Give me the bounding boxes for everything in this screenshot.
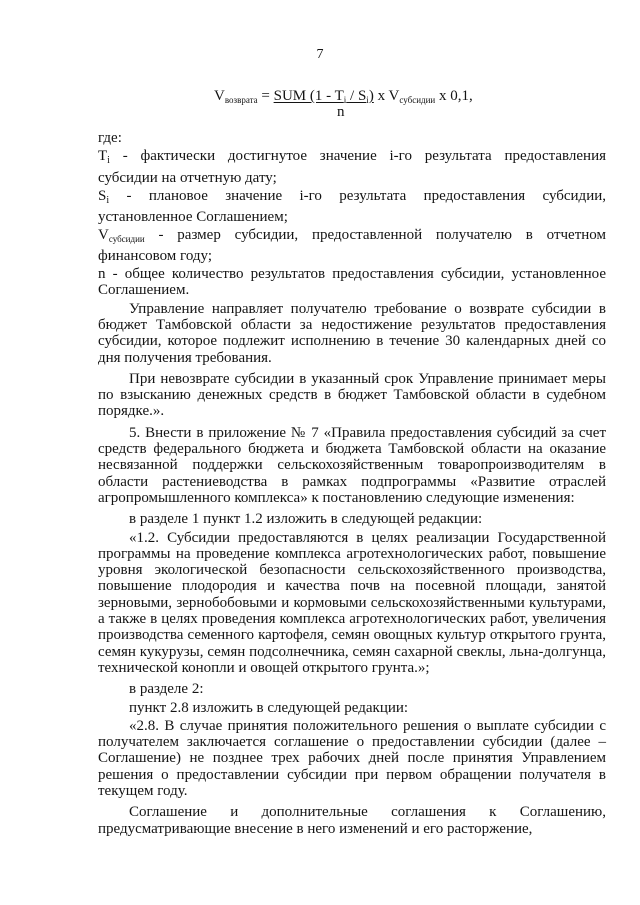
definition-n: n - общее количество результатов предоставления субсидии, установленное Соглашением. bbox=[98, 266, 606, 299]
definition-s-text: - плановое значение i-го результата предоставления субсидии, установленное Соглашением; bbox=[98, 187, 606, 226]
definition-v-symbol: V bbox=[98, 227, 109, 244]
definition-t-symbol: T bbox=[98, 148, 108, 165]
definition-v-sub: субсидии bbox=[108, 234, 145, 245]
paragraph-non-return: При невозврате субсидии в указанный срок Управление принимает меры по взысканию денежных средств в бюджет Тамбовской области в судебном порядке.». bbox=[98, 370, 606, 420]
formula-numerator bbox=[274, 88, 374, 104]
formula-v-return-sub: возврата bbox=[224, 95, 258, 105]
formula-times: x V bbox=[373, 88, 400, 104]
definitions-where: где: bbox=[98, 130, 122, 146]
formula-subsidy-sub: субсидии bbox=[399, 95, 436, 105]
definition-t bbox=[98, 148, 606, 186]
paragraph-clause-1-2: «1.2. Субсидии предоставляются в целях реализации Государственной программы на проведение комплекса агротехнологических работ, повышение уровня экологической безопасности сельскохозяйственного производства, повышение плодородия и качества почв на посевной площади, занятой зерновыми, зернобобовыми и кормовыми сельскохозяйственными культурами, а также в целях проведения комплекса агротехнологических работ, увеличения производства семенного картофеля, семян овощных культур открытого грунта, семян кукурузы, семян подсолнечника, семян сахарной свеклы, льна-долгунца, технической конопли и овощей открытого грунта.»; bbox=[98, 529, 606, 676]
paragraph-return-requirement: Управление направляет получателю требование о возврате субсидии в бюджет Тамбовской области за недостижение результатов предоставления субсидии, которое подлежит исполнению в течение 30 календарных дней со дня получения требования. bbox=[98, 300, 606, 366]
formula-numerator-sub-t: i bbox=[343, 95, 347, 105]
formula-numerator-sub-s: i bbox=[366, 95, 369, 105]
formula-v-return: V bbox=[214, 88, 225, 104]
paragraph-section-2: в разделе 2: bbox=[129, 681, 204, 698]
formula-denominator: n bbox=[337, 104, 345, 120]
formula-equals: = bbox=[257, 88, 274, 104]
definition-t-text: - фактически достигнутое значение i-го результата предоставления субсидии на отчетную дату; bbox=[98, 148, 606, 186]
definition-s-symbol: S bbox=[98, 187, 107, 204]
formula-numerator-mid: / S bbox=[346, 88, 367, 104]
definition-s-sub: i bbox=[106, 194, 110, 206]
paragraph-agreement: Соглашение и дополнительные соглашения к Соглашению, предусматривающие внесение в него изменений и его расторжение, bbox=[98, 804, 606, 837]
definition-v-text: - размер субсидии, предоставленной получателю в отчетном финансовом году; bbox=[98, 227, 606, 264]
definition-t-sub: i bbox=[107, 155, 110, 167]
formula-numerator-start: SUM (1 - T bbox=[273, 88, 344, 104]
document-body bbox=[98, 130, 606, 842]
paragraph-clause-2-8: «2.8. В случае принятия положительного решения о выплате субсидии с получателем заключается соглашение о предоставлении субсидии (далее – Соглашение) не позднее трех рабочих дней после принятия Управлением решения о предоставлении субсидии при первом обращении получателя в текущем году. bbox=[98, 717, 606, 799]
formula-numerator-end: ) bbox=[368, 88, 374, 104]
definition-s bbox=[98, 188, 606, 226]
paragraph-item-2-8-intro: пункт 2.8 изложить в следующей редакции: bbox=[129, 699, 409, 716]
page-number: 7 bbox=[316, 47, 324, 62]
definition-v bbox=[98, 227, 606, 264]
formula-tail: x 0,1, bbox=[435, 88, 473, 104]
paragraph-item-5: 5. Внести в приложение № 7 «Правила предоставления субсидий за счет средств федерального бюджета и бюджета Тамбовской области на оказание несвязанной поддержки сельскохозяйственным товаропроизводителям в области растениеводства в рамках подпрограммы «Развитие отраслей агропромышленного комплекса» к постановлению следующие изменения: bbox=[98, 424, 606, 506]
paragraph-section-1: в разделе 1 пункт 1.2 изложить в следующей редакции: bbox=[129, 511, 483, 528]
